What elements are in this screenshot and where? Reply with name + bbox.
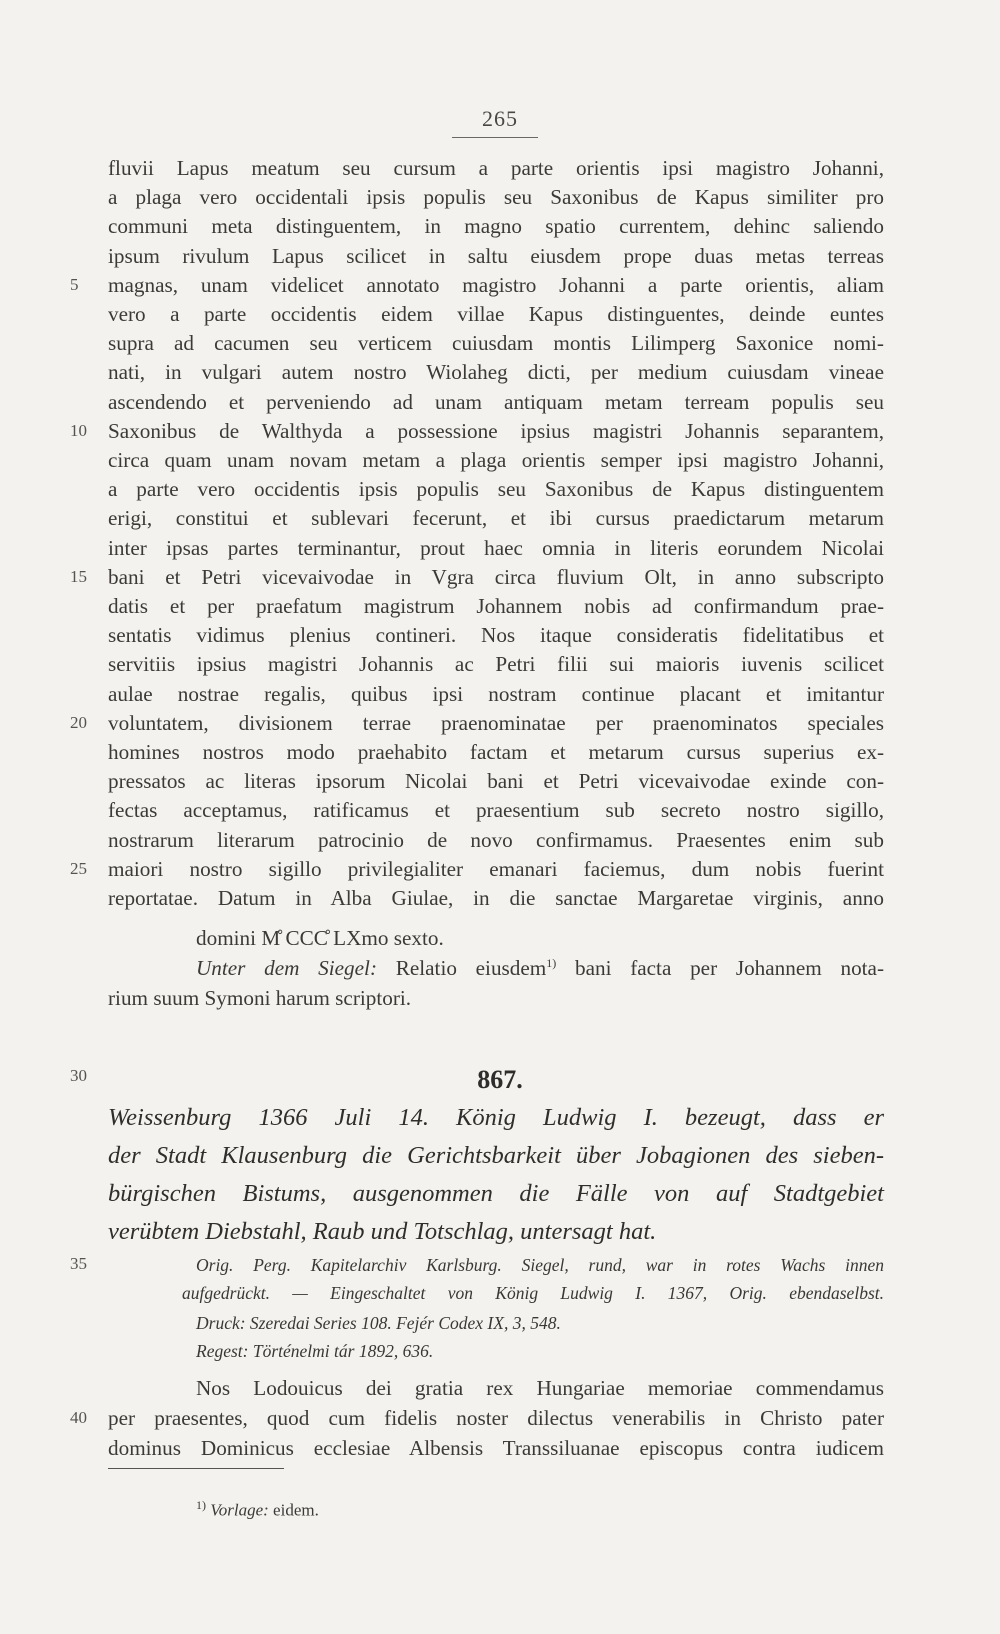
- line-number-30: 30: [70, 1066, 87, 1085]
- charter-line: Nos Lodouicus dei gratia rex Hungariae memoriae commendamus: [196, 1376, 884, 1400]
- date-line: domini M̊ CCC̊ LXmo sexto.: [196, 926, 444, 950]
- heading-line: der Stadt Klausenburg die Gerichtsbarkeit über Jobagionen des sieben-: [108, 1142, 884, 1169]
- body-line: ascendendo et perveniendo ad unam antiquam metam terream populis seu: [108, 390, 884, 414]
- body-line: pressatos ac literas ipsorum Nicolai bani et Petri vicevaivodae exinde con-: [108, 769, 884, 793]
- body-line: bani et Petri vicevaivodae in Vgra circa fluvium Olt, in anno subscripto: [108, 565, 884, 589]
- document-number: 867.: [477, 1065, 523, 1094]
- seal-note-text: Relatio eiusdem: [395, 956, 547, 980]
- seal-note-line: [196, 954, 884, 982]
- source-line: Druck: Szeredai Series 108. Fejér Codex IX, 3, 548.: [196, 1313, 561, 1333]
- body-line: datis et per praefatum magistrum Johannem nobis ad confirmandum prae-: [108, 594, 884, 618]
- body-line: circa quam unam novam metam a plaga orientis semper ipsi magistro Johanni,: [108, 448, 884, 472]
- body-line: aulae nostrae regalis, quibus ipsi nostram continue placant et imitantur: [108, 682, 884, 706]
- body-line: Saxonibus de Walthyda a possessione ipsius magistri Johannis separantem,: [108, 419, 884, 443]
- body-line: magnas, unam videlicet annotato magistro Johanni a parte orientis, aliam: [108, 273, 884, 297]
- line-number: 5: [70, 275, 79, 294]
- body-line: ipsum rivulum Lapus scilicet in saltu eiusdem prope duas metas terreas: [108, 244, 884, 268]
- body-line: communi meta distinguentem, in magno spatio currentem, dehinc saliendo: [108, 214, 884, 238]
- seal-note-rest: bani facta per Johannem nota-: [575, 956, 885, 980]
- body-line: erigi, constitui et sublevari fecerunt, et ibi cursus praedictarum metarum: [108, 506, 884, 530]
- body-line: sentatis vidimus plenius contineri. Nos itaque consideratis fidelitatibus et: [108, 623, 884, 647]
- seal-note-line-2: rium suum Symoni harum scriptori.: [108, 986, 412, 1010]
- footnote-reference: 1): [546, 955, 557, 970]
- body-line: maiori nostro sigillo privilegialiter emanari faciemus, dum nobis fuerint: [108, 857, 884, 881]
- source-line: Regest: Történelmi tár 1892, 636.: [196, 1341, 434, 1361]
- body-line: nostrarum literarum patrocinio de novo confirmamus. Praesentes enim sub: [108, 828, 884, 852]
- body-line: supra ad cacumen seu verticem cuiusdam montis Lilimperg Saxonice nomi-: [108, 331, 884, 355]
- body-line: voluntatem, divisionem terrae praenominatae per praenominatos speciales: [108, 711, 884, 735]
- source-line: aufgedrückt. — Eingeschaltet von König Ludwig I. 1367, Orig. ebendaselbst.: [182, 1283, 884, 1303]
- line-number-35: 35: [70, 1254, 87, 1273]
- body-line: homines nostros modo praehabito factam et metarum cursus superius ex-: [108, 740, 884, 764]
- line-number: 20: [70, 713, 87, 732]
- body-line: fectas acceptamus, ratificamus et praesentium sub secreto nostro sigillo,: [108, 798, 884, 822]
- charter-line: per praesentes, quod cum fidelis noster dilectus venerabilis in Christo pater: [108, 1406, 884, 1430]
- line-number: 15: [70, 567, 87, 586]
- body-line: a plaga vero occidentali ipsis populis seu Saxonibus de Kapus similiter pro: [108, 185, 884, 209]
- footnote-rule: [108, 1468, 284, 1469]
- footnote-mark: 1): [196, 1498, 206, 1512]
- page-number: 265: [482, 106, 518, 131]
- body-line: inter ipsas partes terminantur, prout haec omnia in literis eorundem Nicolai: [108, 536, 884, 560]
- line-number-40: 40: [70, 1408, 87, 1427]
- footnote: [196, 1492, 319, 1524]
- footnote-label: Vorlage:: [210, 1500, 269, 1520]
- heading-line: verübtem Diebstahl, Raub und Totschlag, untersagt hat.: [108, 1218, 657, 1245]
- seal-note-label: Unter dem Siegel:: [196, 956, 377, 980]
- body-line: nati, in vulgari autem nostro Wiolaheg dicti, per medium cuiusdam vineae: [108, 360, 884, 384]
- charter-line: dominus Dominicus ecclesiae Albensis Transsiluanae episcopus contra iudicem: [108, 1436, 884, 1460]
- source-line: Orig. Perg. Kapitelarchiv Karlsburg. Siegel, rund, war in rotes Wachs innen: [196, 1255, 884, 1275]
- body-line: vero a parte occidentis eidem villae Kapus distinguentes, deinde euntes: [108, 302, 884, 326]
- line-number: 25: [70, 859, 87, 878]
- page-number-rule: [452, 137, 538, 138]
- footnote-text: eidem.: [273, 1500, 319, 1520]
- body-line: reportatae. Datum in Alba Giulae, in die sanctae Margaretae virginis, anno: [108, 886, 884, 910]
- heading-line: Weissenburg 1366 Juli 14. König Ludwig I. bezeugt, dass er: [108, 1104, 884, 1131]
- body-line: servitiis ipsius magistri Johannis ac Petri filii sui maioris iuvenis scilicet: [108, 652, 884, 676]
- heading-line: bürgischen Bistums, ausgenommen die Fälle von auf Stadtgebiet: [108, 1180, 884, 1207]
- body-line: a parte vero occidentis ipsis populis seu Saxonibus de Kapus distinguentem: [108, 477, 884, 501]
- body-line: fluvii Lapus meatum seu cursum a parte orientis ipsi magistro Johanni,: [108, 156, 884, 180]
- line-number: 10: [70, 421, 87, 440]
